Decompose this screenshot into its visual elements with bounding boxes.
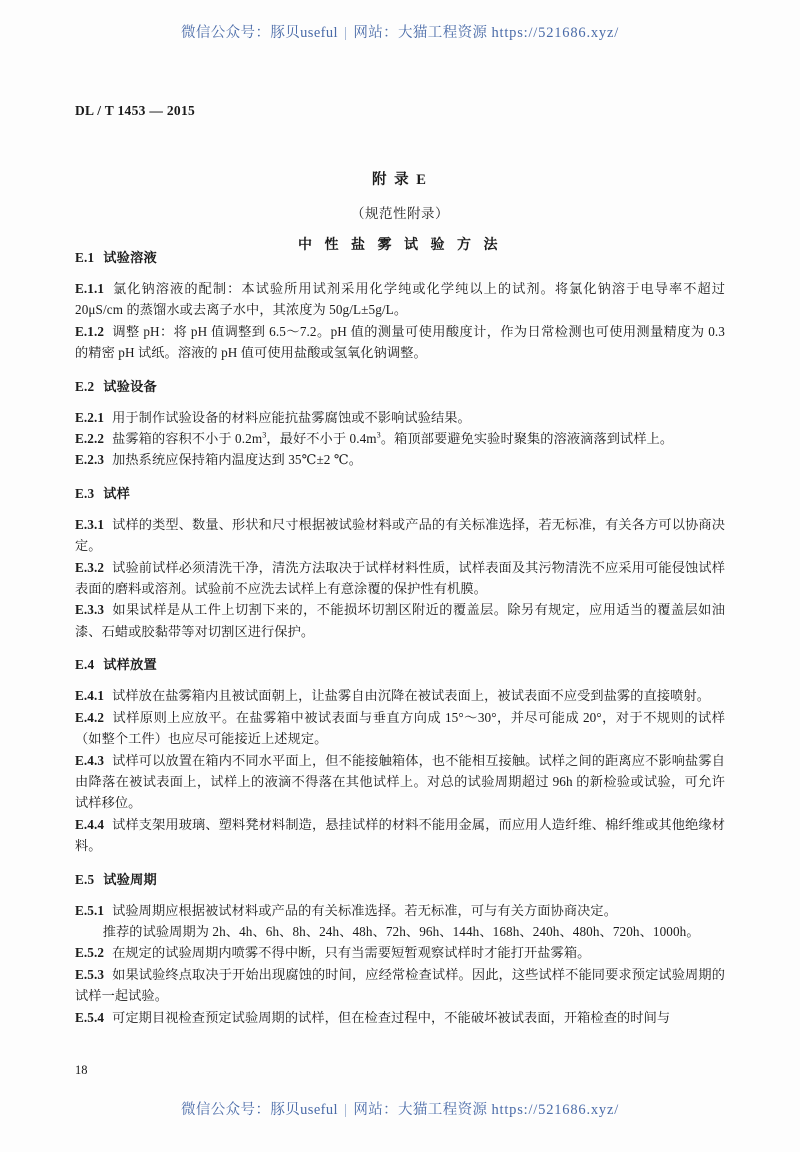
section-gap xyxy=(75,364,725,377)
annex-name: 中 性 盐 雾 试 验 方 法 xyxy=(298,238,502,253)
clause-text: 盐雾箱的容积不小于 $0.2m^3$，最好不小于 $0.4m^3$。箱顶部要避免实验时聚集的溶液滴落到试样上。 xyxy=(112,430,674,447)
watermark-site-label: 网站：大猫工程资源 xyxy=(353,25,488,41)
section-gap xyxy=(75,642,725,655)
section-heading xyxy=(75,377,725,397)
heading-gap xyxy=(75,675,725,685)
clause-text: 在规定的试验周期内喷雾不得中断，只有当需要短暂观察试样时才能打开盐雾箱。 xyxy=(112,945,591,961)
clause-text: 如果试验终点取决于开始出现腐蚀的时间，应经常检查试样。因此，这些试样不能同要求预定试验周期的试样一起试验。 xyxy=(75,966,725,1004)
clause-number: E.4.4 xyxy=(75,816,105,832)
clause-text: 加热系统应保持箱内温度达到 35℃±2 ℃。 xyxy=(112,452,363,468)
clause-paragraph xyxy=(75,685,725,706)
clause-paragraph xyxy=(75,407,725,428)
clause-number: E.5.2 xyxy=(75,945,105,961)
watermark-wechat-label: 微信公众号：豚贝useful xyxy=(180,1102,338,1118)
section-heading xyxy=(75,484,725,504)
clause-number: E.2.3 xyxy=(75,452,105,468)
clause-number: E.2.1 xyxy=(75,409,105,425)
section-number: E.2 xyxy=(75,378,95,394)
clause-note: 推荐的试验周期为 2h、4h、6h、8h、24h、48h、72h、96h、144h、168h、240h、480h、720h、1000h。 xyxy=(102,923,700,939)
clause-paragraph xyxy=(75,321,725,364)
watermark-url: https://521686.xyz/ xyxy=(491,1102,620,1118)
annex-title-block xyxy=(75,168,725,254)
section-heading xyxy=(75,655,725,675)
page-number: 18 xyxy=(75,1063,88,1077)
clause-number: E.1.1 xyxy=(75,281,105,296)
annex-title: 附 录 E xyxy=(372,172,428,188)
clause-paragraph xyxy=(75,1007,725,1028)
clause-paragraph xyxy=(75,449,725,470)
clause-number: E.2.2 xyxy=(75,431,105,447)
clause-paragraph xyxy=(75,514,725,557)
watermark-bottom xyxy=(0,1098,800,1119)
clause-paragraph xyxy=(75,750,725,814)
heading-gap xyxy=(75,268,725,278)
clause-paragraph xyxy=(75,964,725,1007)
document-body xyxy=(75,248,725,1028)
section-title: 试验周期 xyxy=(103,871,157,887)
clause-text: 可定期目视检查预定试验周期的试样，但在检查过程中，不能破坏被试表面，开箱检查的时间与 xyxy=(112,1009,671,1025)
clause-number: E.5.3 xyxy=(75,966,105,982)
clause-paragraph xyxy=(75,557,725,600)
heading-gap xyxy=(75,890,725,900)
clause-number: E.4.1 xyxy=(75,688,105,704)
section-number: E.3 xyxy=(75,485,95,501)
clause-text: 试样的类型、数量、形状和尺寸根据被试验材料或产品的有关标准选择，若无标准，有关各方可以协商决定。 xyxy=(75,516,725,554)
clause-paragraph xyxy=(75,900,725,921)
clause-text: 试样原则上应放平。在盐雾箱中被试表面与垂直方向成 15°～30°，并尽可能成 20°，对于不规则的试样（如整个工件）也应尽可能接近上述规定。 xyxy=(75,709,725,747)
annex-subtitle: （规范性附录） xyxy=(351,206,449,221)
clause-number: E.1.2 xyxy=(75,323,105,339)
section-gap xyxy=(75,471,725,484)
clause-paragraph xyxy=(75,278,725,321)
clause-number: E.5.4 xyxy=(75,1009,105,1025)
watermark-top xyxy=(0,21,800,42)
clause-text: 调整 pH：将 pH 值调整到 6.5～7.2。pH 值的测量可使用酸度计，作为日常检测也可使用测量精度为 0.3 的精密 pH 试纸。溶液的 pH 值可使用盐酸或氢氧化钠调整。 xyxy=(75,323,725,361)
watermark-separator: | xyxy=(344,25,348,41)
section-number: E.4 xyxy=(75,657,95,673)
clause-number: E.3.1 xyxy=(75,516,105,532)
clause-number: E.4.3 xyxy=(75,752,105,768)
clause-paragraph xyxy=(75,599,725,642)
section-heading xyxy=(75,248,725,268)
section-gap xyxy=(75,857,725,870)
clause-number: E.5.1 xyxy=(75,902,105,918)
clause-paragraph xyxy=(75,707,725,750)
heading-gap xyxy=(75,397,725,407)
clause-paragraph xyxy=(75,814,725,857)
watermark-wechat-label: 微信公众号：豚贝useful xyxy=(180,25,338,41)
watermark-site-label: 网站：大猫工程资源 xyxy=(353,1102,488,1118)
clause-text: 试验前试样必须清洗干净，清洗方法取决于试样材料性质，试样表面及其污物清洗不应采用可能侵蚀试样表面的磨料或溶剂。试验前不应洗去试样上有意涂覆的保护性有机膜。 xyxy=(75,559,725,597)
clause-text: 试样可以放置在箱内不同水平面上，但不能接触箱体，也不能相互接触。试样之间的距离应不影响盐雾自由降落在被试表面上，试样上的液滴不得落在其他试样上。对总的试验周期超过 96h 的新检验或试验，可允许试样移位。 xyxy=(75,752,725,811)
section-number: E.1 xyxy=(75,250,95,265)
heading-gap xyxy=(75,504,725,514)
clause-number: E.3.2 xyxy=(75,559,105,575)
clause-text: 试样支架用玻璃、塑料凳材料制造，悬挂试样的材料不能用金属，而应用人造纤维、棉纤维或其他绝缘材料。 xyxy=(75,816,725,854)
watermark-separator: | xyxy=(344,1102,348,1118)
clause-number: E.4.2 xyxy=(75,709,105,725)
clause-text: 如果试样是从工件上切割下来的，不能损坏切割区附近的覆盖层。除另有规定，应用适当的覆盖层如油漆、石蜡或胶黏带等对切割区进行保护。 xyxy=(75,602,725,639)
section-title: 试验溶液 xyxy=(103,250,157,265)
watermark-url: https://521686.xyz/ xyxy=(491,25,620,41)
standard-number: DL / T 1453 — 2015 xyxy=(75,103,196,118)
clause-number: E.3.3 xyxy=(75,602,105,618)
clause-text: 试验周期应根据被试材料或产品的有关标准选择。若无标准，可与有关方面协商决定。 xyxy=(112,902,617,918)
clause-paragraph xyxy=(75,942,725,963)
section-title: 试样 xyxy=(103,485,131,501)
clause-text: 用于制作试验设备的材料应能抗盐雾腐蚀或不影响试验结果。 xyxy=(112,409,471,425)
clause-text: 氯化钠溶液的配制：本试验所用试剂采用化学纯或化学纯以上的试剂。将氯化钠溶于电导率不超过 20μS/cm 的蒸馏水或去离子水中，其浓度为 50g/L±5g/L。 xyxy=(75,281,725,318)
section-title: 试样放置 xyxy=(103,657,157,673)
clause-text: 试样放在盐雾箱内且被试面朝上，让盐雾自由沉降在被试表面上，被试表面不应受到盐雾的直接喷射。 xyxy=(112,688,711,704)
section-number: E.5 xyxy=(75,871,95,887)
section-title: 试验设备 xyxy=(103,378,157,394)
clause-paragraph xyxy=(75,428,725,449)
section-heading xyxy=(75,870,725,890)
